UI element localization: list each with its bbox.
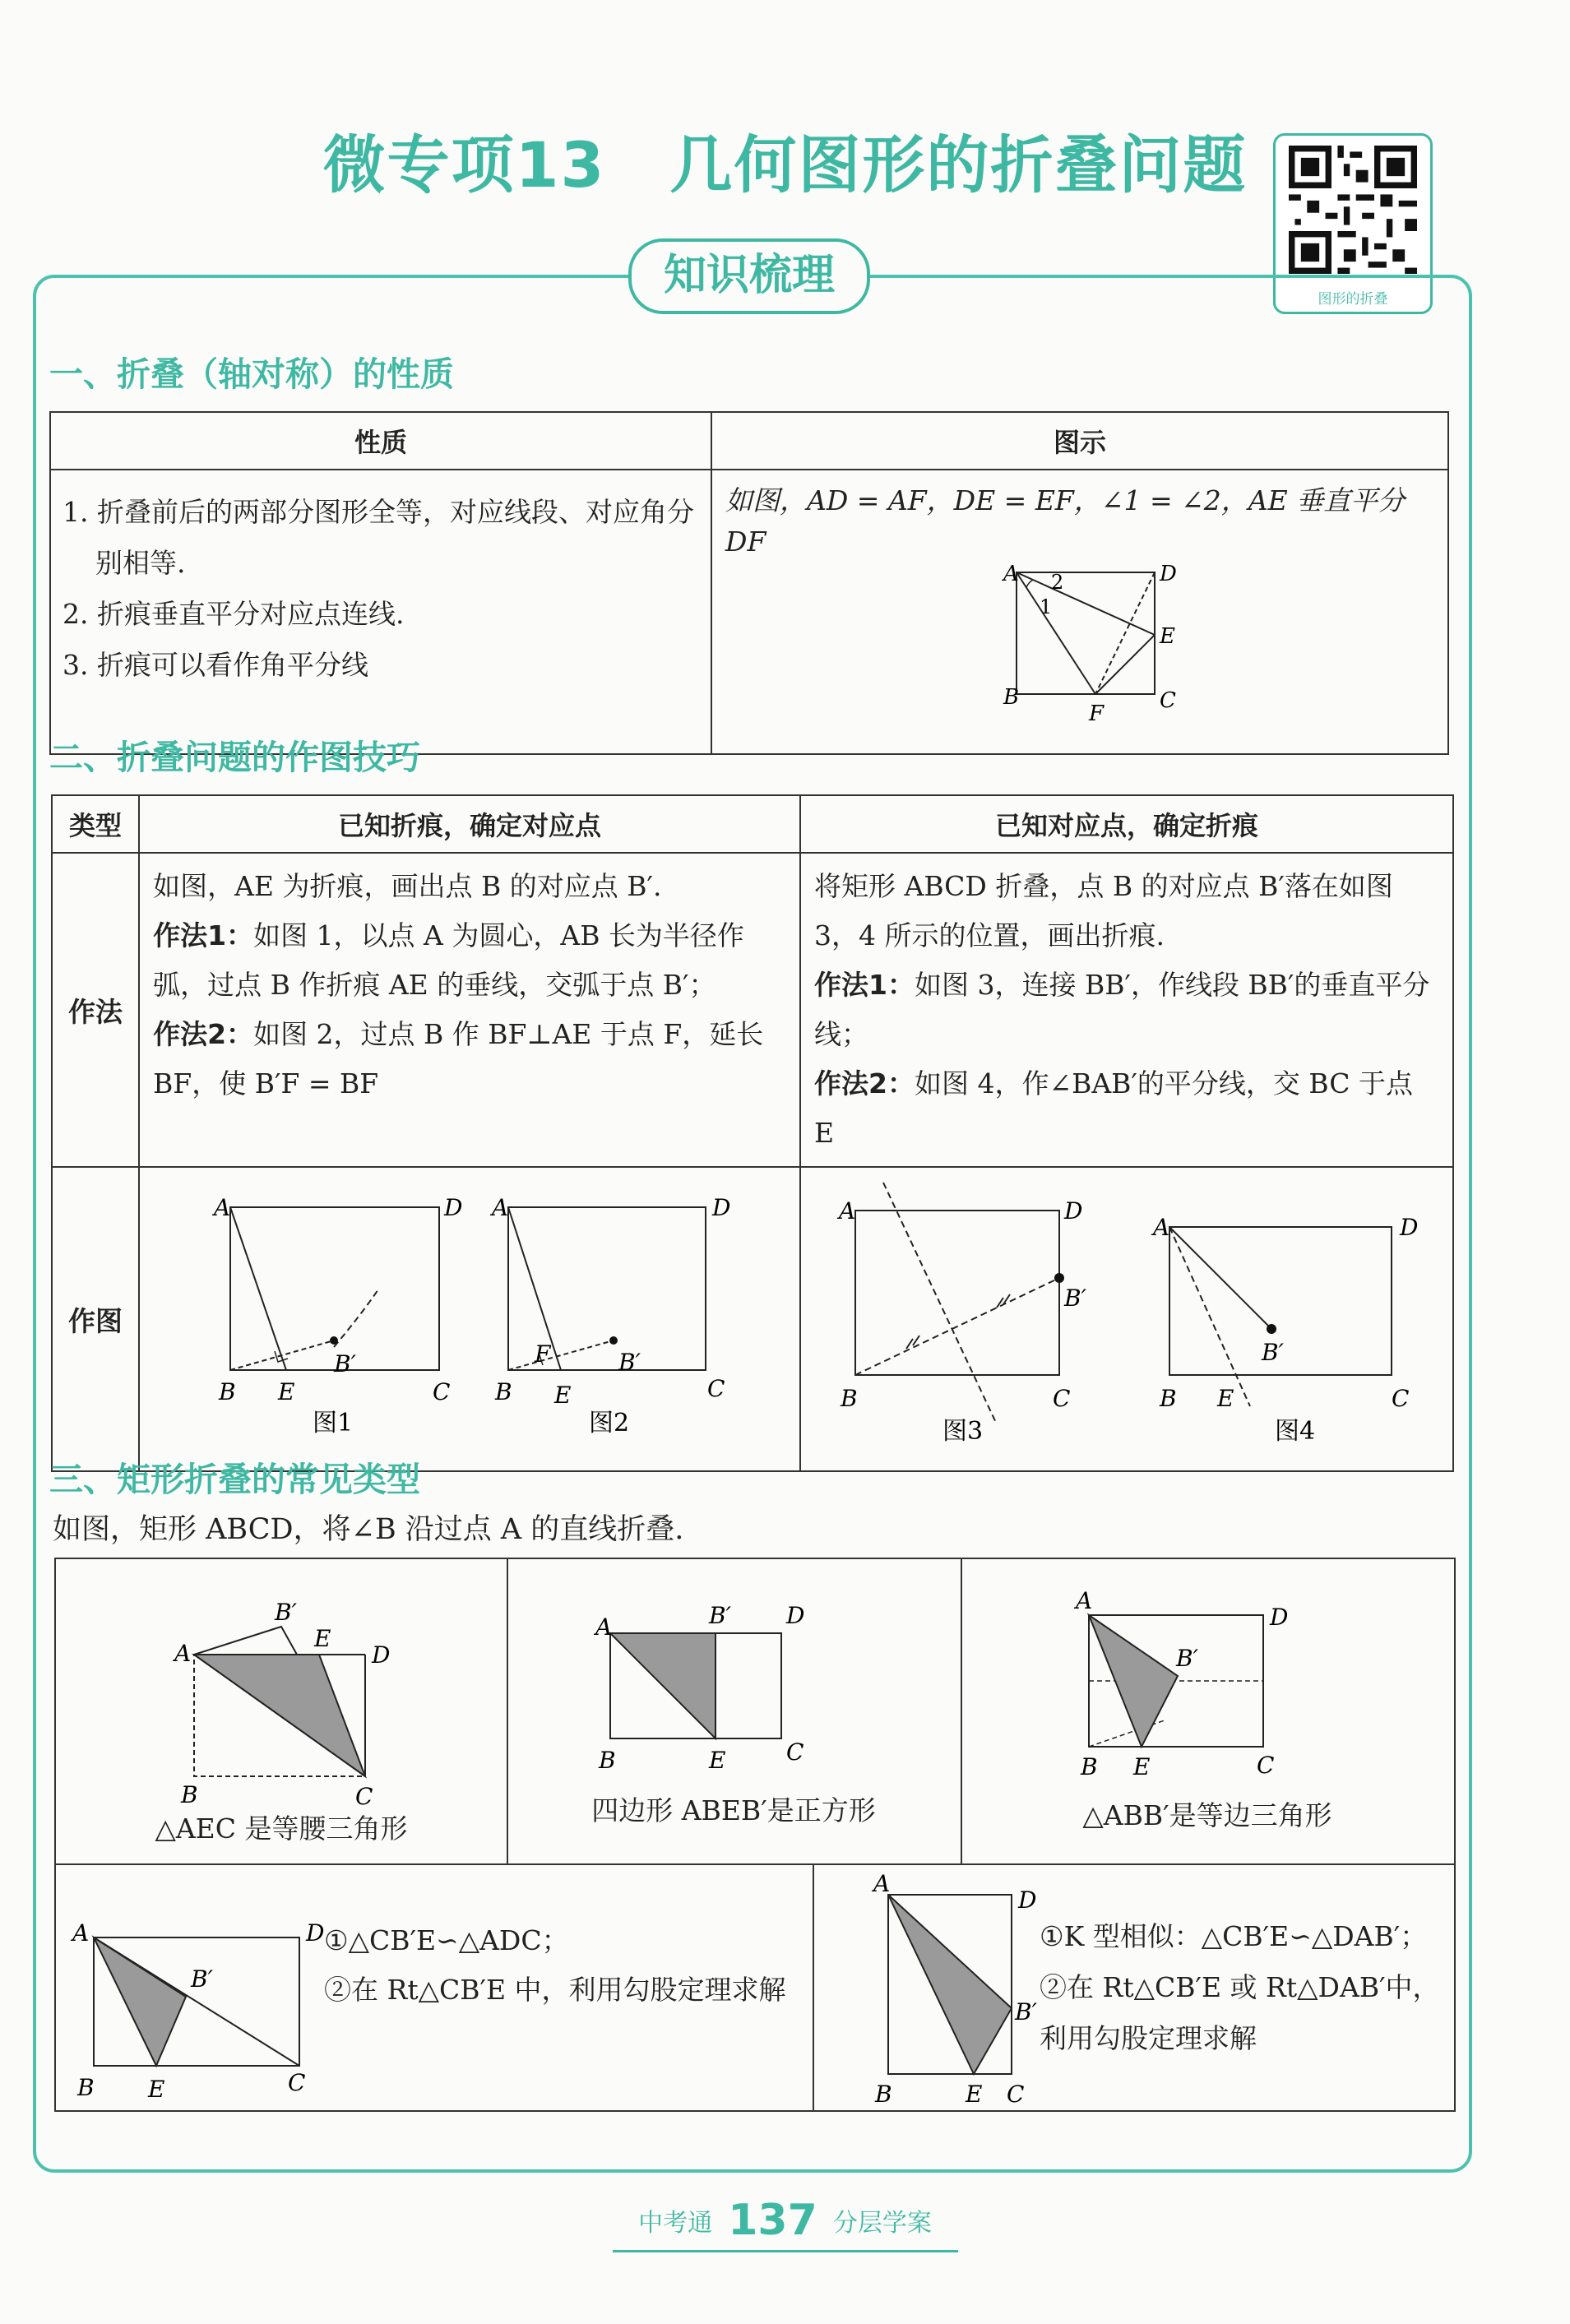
cap-equilateral: △ABB′是等边三角形: [1082, 1799, 1332, 1831]
c1-label-E: E: [314, 1625, 331, 1652]
right-method-cell: [800, 853, 1453, 1167]
c2-label-B: B: [599, 1747, 616, 1774]
section2-heading: 二、折叠问题的作图技巧: [49, 738, 420, 777]
fig3-label-D: D: [1064, 1197, 1083, 1224]
c4-label-B: B: [77, 2074, 95, 2101]
left-method2: 如图 2，过点 B 作 BF⊥AE 于点 F，延长 BF，使 B′F = BF: [153, 1018, 764, 1100]
fig3-label-B: B: [841, 1385, 858, 1412]
note4-line2: ②在 Rt△CB′E 中，利用勾股定理求解: [324, 1974, 786, 2006]
right-method2: 如图 4，作∠BAB′的平分线，交 BC 于点 E: [814, 1067, 1414, 1149]
fig1-caption: 图1: [313, 1409, 354, 1437]
fig1-label-D: D: [444, 1194, 463, 1221]
left-method2-label: 作法2：: [153, 1018, 254, 1050]
c3-label-A: A: [1076, 1587, 1093, 1614]
page-footer: [0, 2196, 1570, 2252]
figure-description: 如图，AD = AF，DE = EF，∠1 = ∠2，AE 垂直平分 DF: [725, 484, 1406, 558]
section1-table: [49, 411, 1449, 755]
fig1-label-B: B: [219, 1378, 236, 1405]
c2-label-D: D: [786, 1602, 805, 1629]
c5-label-D: D: [1018, 1887, 1037, 1914]
right-method1: 如图 3，连接 BB′，作线段 BB′的垂直平分线；: [814, 969, 1430, 1050]
fig1-label-C: C: [433, 1378, 451, 1405]
c5-label-A: A: [873, 1870, 891, 1897]
fig1-label-E: E: [278, 1378, 295, 1405]
c4-label-E: E: [148, 2076, 165, 2103]
figures-1-2: [140, 1168, 798, 1469]
property-item: 3. 折痕可以看作角平分线: [63, 649, 368, 681]
c1-label-A: A: [174, 1640, 192, 1667]
right-figures-cell: [800, 1167, 1453, 1471]
fold-property-diagram: [725, 562, 1433, 743]
footer-right: 分层学案: [832, 2209, 932, 2238]
c1-label-C: C: [355, 1783, 373, 1810]
note5-line2: ②在 Rt△CB′E 或 Rt△DAB′中，利用勾股定理求解: [1040, 1971, 1440, 2054]
figure-cell: [711, 470, 1448, 754]
fig4-label-A: A: [1153, 1214, 1170, 1241]
angle-label-1: 1: [1040, 595, 1053, 618]
fig2-label-F: F: [535, 1340, 551, 1368]
section3-heading: 三、矩形折叠的常见类型: [49, 1460, 420, 1499]
c5-label-B: B: [875, 2081, 892, 2108]
cap-isosceles: △AEC 是等腰三角形: [155, 1812, 408, 1845]
fold-type-similar-diagonal: [56, 1863, 327, 2110]
c5-label-Bp: B′: [1015, 1998, 1037, 2025]
section-badge: 知识梳理: [628, 238, 870, 314]
fold-type-k-similar: [813, 1863, 1043, 2110]
fig3-label-A: A: [839, 1197, 856, 1224]
angle-label-2: 2: [1051, 571, 1064, 594]
left-figures-cell: [139, 1167, 800, 1471]
fig2-label-E: E: [554, 1382, 572, 1409]
fig2-label-D: D: [712, 1194, 731, 1221]
c4-label-C: C: [288, 2069, 306, 2096]
right-intro: 将矩形 ABCD 折叠，点 B 的对应点 B′落在如图 3，4 所示的位置，画出折痕.: [814, 870, 1393, 951]
c2-label-Bp: B′: [709, 1602, 731, 1629]
page-title: 微专项13 几何图形的折叠问题: [322, 128, 1248, 201]
section1-heading: 一、折叠（轴对称）的性质: [49, 354, 454, 394]
c3-label-E: E: [1133, 1753, 1151, 1780]
label-D: D: [1160, 562, 1177, 586]
fig4-caption: 图4: [1275, 1417, 1316, 1446]
row-method-label: 作法: [52, 853, 139, 1167]
note4-line1: ①△CB′E∽△ADC；: [324, 1924, 569, 1956]
c4-label-D: D: [306, 1919, 325, 1947]
page-number: 137: [728, 2196, 817, 2245]
c3-label-D: D: [1270, 1604, 1289, 1631]
c2-label-E: E: [709, 1747, 726, 1774]
properties-cell: [50, 470, 711, 754]
note-similar-diagonal: [324, 1916, 809, 2015]
label-A: A: [1003, 562, 1019, 586]
c5-label-C: C: [1007, 2081, 1025, 2108]
left-method1-label: 作法1：: [153, 919, 254, 951]
footer-left: 中考通: [638, 2209, 713, 2238]
col-type-header: 类型: [52, 795, 139, 853]
fig1-label-Bp: B′: [334, 1350, 357, 1377]
col-property-header: 性质: [50, 412, 711, 470]
label-B: B: [1003, 685, 1020, 710]
c4-label-Bp: B′: [191, 1965, 213, 1993]
note5-line1: ①K 型相似：△CB′E∽△DAB′；: [1040, 1920, 1428, 1952]
fig3-label-C: C: [1053, 1385, 1071, 1412]
fig4-label-D: D: [1400, 1214, 1419, 1241]
fig2-label-Bp: B′: [618, 1349, 641, 1376]
c3-label-C: C: [1257, 1752, 1275, 1779]
c4-label-A: A: [72, 1919, 90, 1947]
c3-label-Bp: B′: [1176, 1645, 1198, 1672]
qr-caption: 图形的折叠: [1318, 291, 1388, 308]
right-method1-label: 作法1：: [814, 969, 915, 1001]
left-intro: 如图，AE 为折痕，画出点 B 的对应点 B′.: [153, 870, 662, 902]
c2-label-A: A: [595, 1613, 613, 1641]
fig2-label-C: C: [707, 1375, 725, 1402]
left-method1: 如图 1，以点 A 为圆心，AB 长为半径作弧，过点 B 作折痕 AE 的垂线，交弧于点 B′；: [153, 919, 744, 1001]
property-item: 1. 折叠前后的两部分图形全等，对应线段、对应角分别相等.: [63, 496, 694, 579]
cap-square: 四边形 ABEB′是正方形: [591, 1794, 876, 1826]
label-F: F: [1089, 701, 1105, 726]
fig2-caption: 图2: [589, 1409, 630, 1437]
fig1-label-A: A: [214, 1194, 231, 1221]
c5-label-E: E: [966, 2081, 983, 2108]
fig4-label-C: C: [1392, 1385, 1410, 1412]
left-method-cell: [139, 853, 800, 1167]
property-item: 2. 折痕垂直平分对应点连线.: [63, 598, 405, 630]
fig4-label-Bp: B′: [1262, 1339, 1284, 1366]
c1-label-Bp: B′: [275, 1599, 297, 1626]
col-figure-header: 图示: [711, 412, 1448, 470]
fig4-label-E: E: [1217, 1385, 1234, 1412]
note-k-similar: [1040, 1911, 1447, 2064]
c1-label-B: B: [181, 1781, 198, 1808]
right-method2-label: 作法2：: [814, 1067, 915, 1100]
fig4-label-B: B: [1160, 1385, 1177, 1412]
col-right-header: 已知对应点，确定折痕: [800, 795, 1453, 853]
c1-label-D: D: [372, 1641, 391, 1669]
row-figure-label: 作图: [52, 1167, 139, 1471]
c2-label-C: C: [786, 1738, 804, 1766]
section3-intro: 如图，矩形 ABCD，将∠B 沿过点 A 的直线折叠.: [53, 1513, 684, 1546]
label-C: C: [1160, 688, 1176, 713]
qr-pattern-icon: [1289, 146, 1417, 274]
figures-3-4: [801, 1168, 1452, 1469]
fig2-label-B: B: [495, 1378, 512, 1405]
fig3-label-Bp: B′: [1064, 1285, 1086, 1312]
fig2-label-A: A: [492, 1194, 509, 1221]
section2-table: [51, 794, 1454, 1472]
col-left-header: 已知折痕，确定对应点: [139, 795, 800, 853]
c3-label-B: B: [1081, 1753, 1098, 1780]
section3-box: [54, 1558, 1456, 2112]
label-E: E: [1160, 624, 1175, 649]
fig3-caption: 图3: [942, 1417, 984, 1446]
